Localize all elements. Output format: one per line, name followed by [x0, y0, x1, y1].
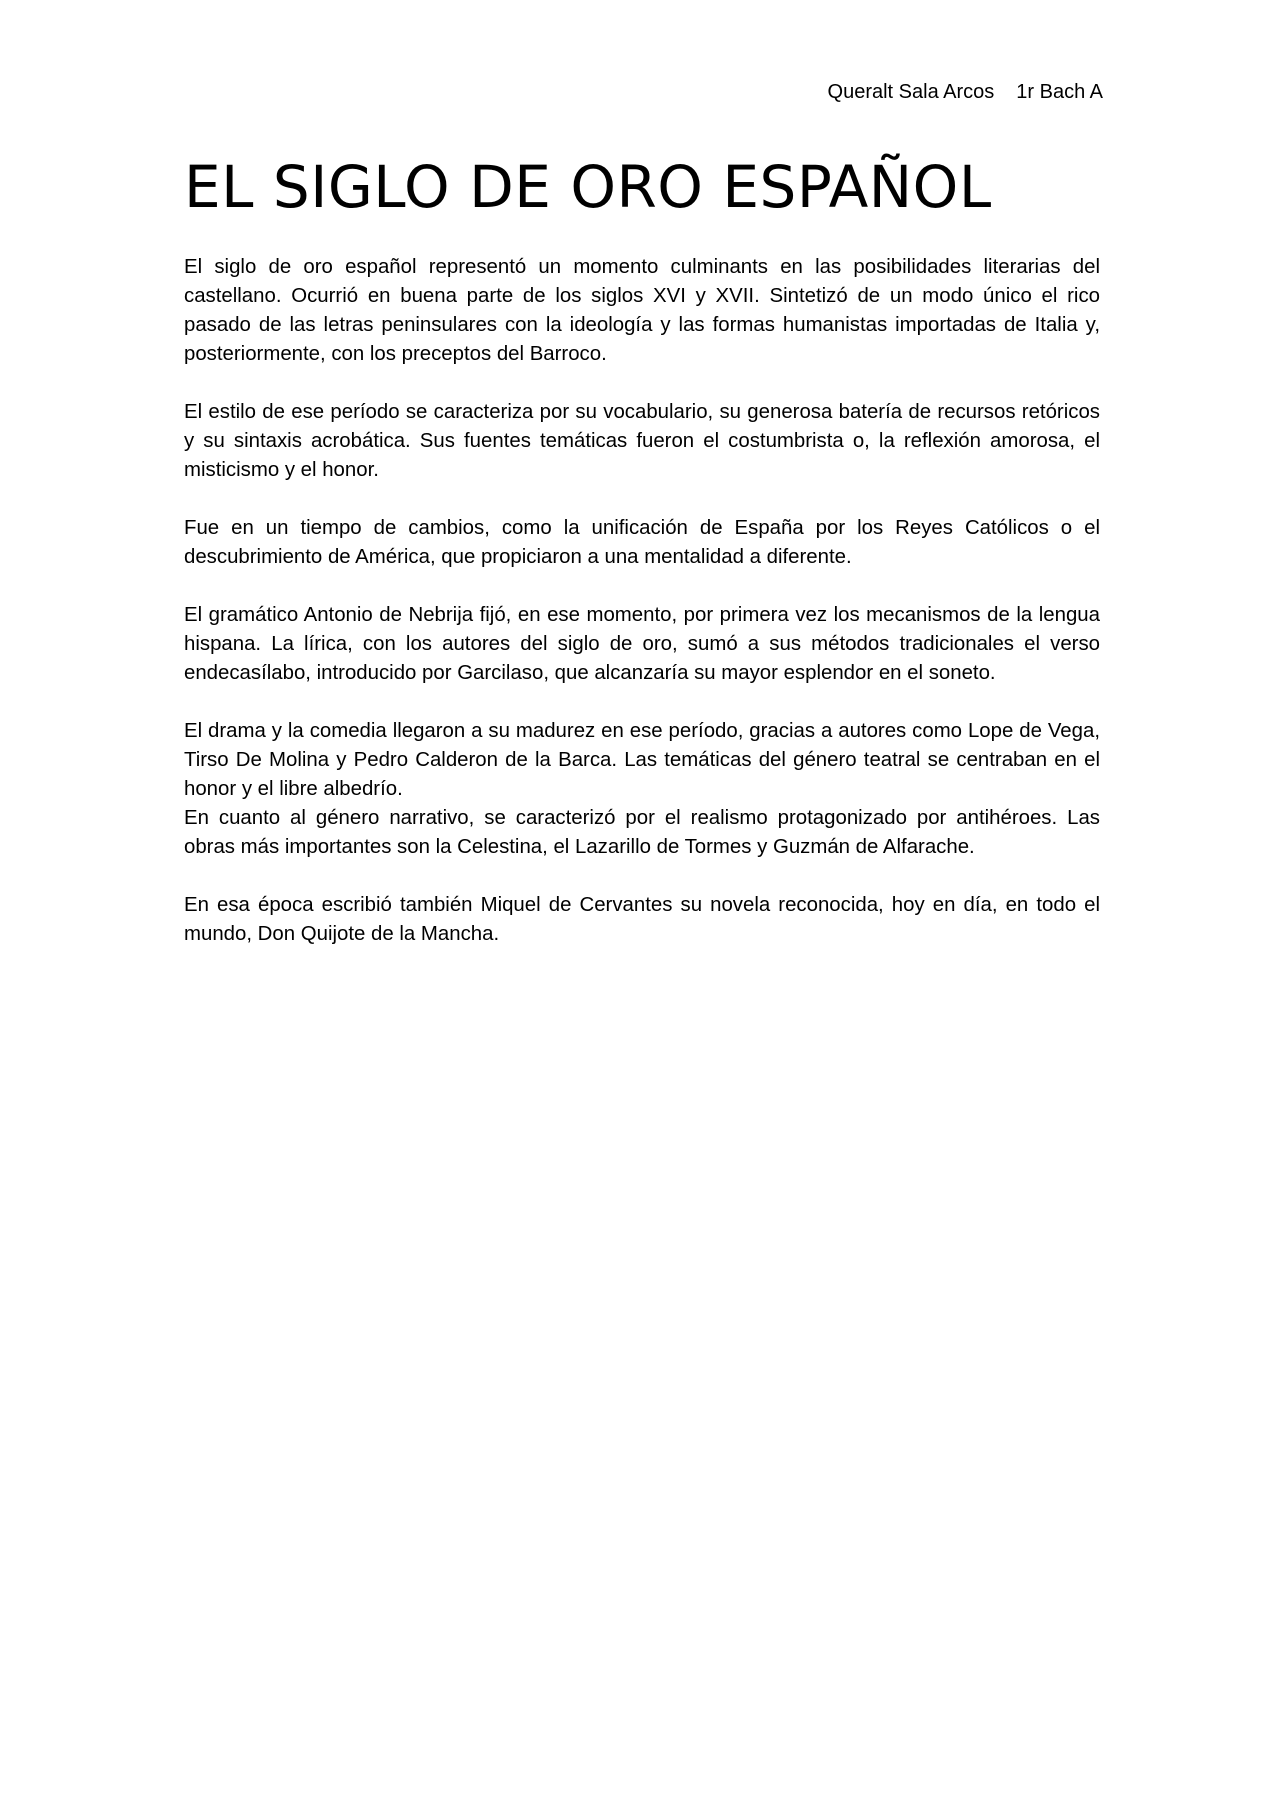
- paragraph-intro: El siglo de oro español representó un momento culminants en las posibilidades literarias del castellano. Ocurrió en buena parte de los siglos XVI y XVII. Sintetizó de un modo único el rico pasado de las letras peninsulares con la ideología y las formas humanistas importadas de Italia y, posteriormente, con los preceptos del Barroco.: [184, 256, 1100, 365]
- paragraph-changes: Fue en un tiempo de cambios, como la unificación de España por los Reyes Católicos o el descubrimiento de América, que propiciaron a una mentalidad a diferente.: [184, 517, 1100, 568]
- author-name: Queralt Sala Arcos: [827, 81, 995, 103]
- paragraph-cervantes: En esa época escribió también Miquel de Cervantes su novela reconocida, hoy en día, en todo el mundo, Don Quijote de la Mancha.: [184, 894, 1100, 945]
- document-body: [184, 253, 1100, 949]
- paragraph-style: El estilo de ese período se caracteriza por su vocabulario, su generosa batería de recursos retóricos y su sintaxis acrobática. Sus fuentes temáticas fueron el costumbrista o, la reflexión amorosa, el misticismo y el honor.: [184, 401, 1100, 481]
- paragraph-drama: El drama y la comedia llegaron a su madurez en ese período, gracias a autores como Lope de Vega, Tirso De Molina y Pedro Calderon de la Barca. Las temáticas del género teatral se centraban en el honor y el libre albedrío.: [184, 720, 1100, 800]
- page-title: EL SIGLO DE ORO ESPAÑOL: [184, 153, 992, 221]
- paragraph-nebrija: El gramático Antonio de Nebrija fijó, en ese momento, por primera vez los mecanismos de la lengua hispana. La lírica, con los autores del siglo de oro, sumó a sus métodos tradicionales el verso endecasílabo, introducido por Garcilaso, que alcanzaría su mayor esplendor en el soneto.: [184, 604, 1100, 684]
- class-label: 1r Bach A: [1016, 81, 1103, 103]
- document-header: [828, 78, 1103, 106]
- paragraph-narrative: En cuanto al género narrativo, se caracterizó por el realismo protagonizado por antihéroes. Las obras más importantes son la Celestina, el Lazarillo de Tormes y Guzmán de Alfarache.: [184, 807, 1100, 858]
